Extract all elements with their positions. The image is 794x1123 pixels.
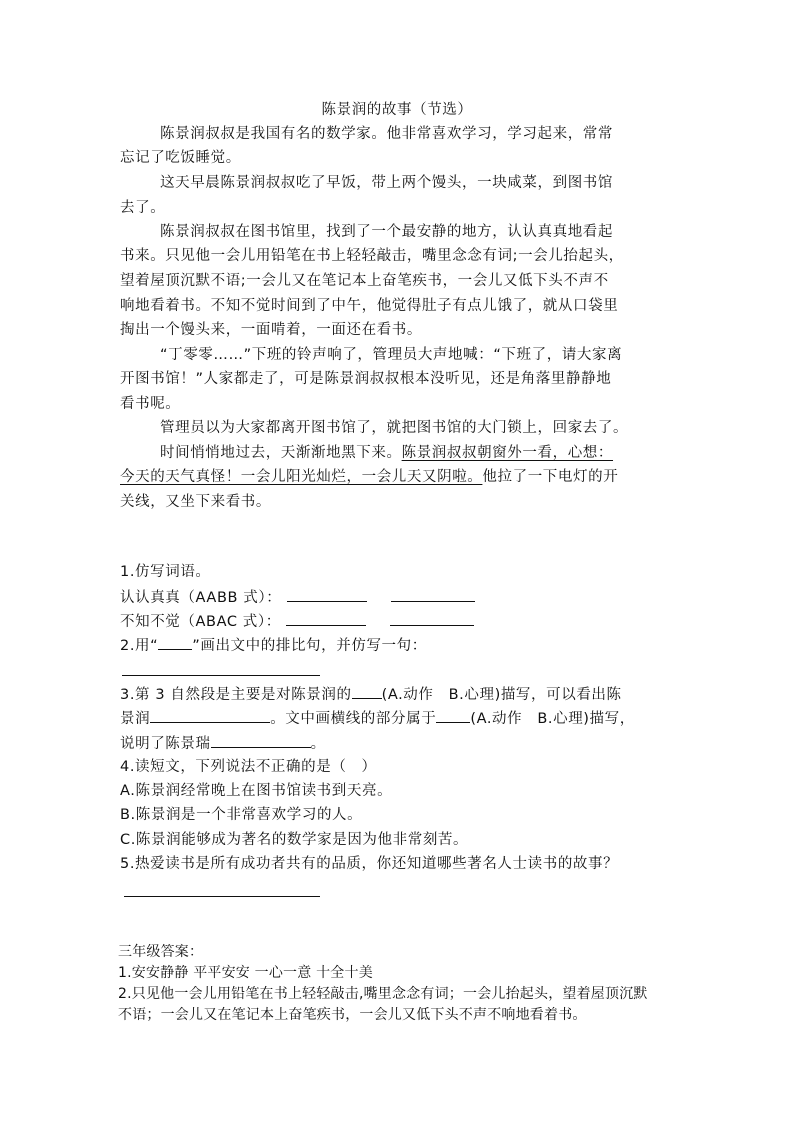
passage-p2-line2: 去了。 (120, 200, 166, 216)
page-title: 陈景润的故事（节选） (321, 102, 473, 118)
answer-2-line1: 2.只见他一会儿用铅笔在书上轻轻敲击,嘴里念念有词；一会儿抬起头，望着屋顶沉默 (118, 986, 648, 1002)
question-3-line1 (120, 684, 622, 705)
passage-p6-line1 (160, 443, 613, 463)
question-4-title: 4.读短文，下列说法不正确的是（ ） (120, 759, 377, 775)
answer-2-line2: 不语；一会儿又在笔记本上奋笔疾书，一会儿又低下头不声不响地看着书。 (118, 1007, 587, 1023)
passage-p6-line2 (120, 467, 618, 487)
answer-blank-1b-1[interactable] (286, 611, 366, 626)
answer-blank-3c[interactable] (436, 708, 470, 723)
answer-blank-1b-2[interactable] (390, 611, 474, 626)
question-2-pre: 2.用“ (120, 638, 159, 654)
passage-p3-line2: 书来。只见他一会儿用铅笔在书上轻轻敲击，嘴里念念有词;一会儿抬起头， (120, 248, 624, 264)
answer-line-q5[interactable] (124, 896, 320, 897)
passage-p6-line3: 关线，又坐下来看书。 (120, 494, 271, 510)
answer-line-q2[interactable] (122, 675, 320, 676)
underlined-sentence-part2: 今天的天气真怪！一会儿阳光灿烂，一会儿天又阴啦。 (120, 469, 483, 485)
question-1a (120, 587, 475, 608)
question-3-l1-pre: 3.第 3 自然段是主要是对陈景润的 (120, 687, 352, 703)
answer-blank-1a-1[interactable] (287, 587, 367, 602)
passage-p4-line2: 开图书馆！”人家都走了，可是陈景润叔叔根本没听见，还是角落里静静地 (120, 371, 612, 387)
passage-p1-line2: 忘记了吃饭睡觉。 (120, 150, 241, 166)
passage-p3-line5: 掏出一个馒头来，一面啃着，一面还在看书。 (120, 322, 422, 338)
passage-p6-line1-plain: 时间悄悄地过去，天渐渐地黑下来。 (160, 445, 402, 461)
question-5-title: 5.热爱读书是所有成功者共有的品质，你还知道哪些著名人士读书的故事？ (120, 856, 619, 872)
question-1b-label: 不知不觉（ABAC 式）： (120, 614, 281, 630)
question-1a-label: 认认真真（AABB 式）： (120, 590, 282, 606)
question-3-l3-pre: 说明了陈景瑞 (120, 736, 211, 752)
passage-p3-line1: 陈景润叔叔在图书馆里，找到了一个最安静的地方，认认真真地看起 (160, 224, 613, 240)
passage-p2-line1: 这天早晨陈景润叔叔吃了早饭，带上两个馒头，一块咸菜，到图书馆 (160, 175, 613, 191)
question-3-l2-pre: 景润 (120, 711, 151, 727)
answers-heading: 三年级答案： (118, 944, 204, 960)
question-2-post: ”画出文中的排比句，并仿写一句： (192, 638, 427, 654)
question-3-l2-post: (A.动作 B.心理)描写， (470, 711, 635, 727)
answer-blank-3d[interactable] (211, 733, 311, 748)
answer-1: 1.安安静静 平平安安 一心一意 十全十美 (118, 965, 373, 981)
question-4-option-c[interactable]: C.陈景润能够成为著名的数学家是因为他非常刻苦。 (120, 832, 469, 848)
passage-p3-line3: 望着屋顶沉默不语;一会儿又在笔记本上奋笔疾书，一会儿又低下头不声不 (120, 273, 609, 289)
passage-p4-line3: 看书呢。 (120, 396, 181, 412)
passage-p6-line2-plain: 他拉了一下电灯的开 (482, 469, 619, 485)
underlined-sentence-part1: 陈景润叔叔朝窗外一看，心想： (401, 445, 614, 461)
passage-p5-line1: 管理员以为大家都离开图书馆了，就把图书馆的大门锁上，回家去了。 (160, 420, 629, 436)
question-2 (120, 635, 427, 656)
answer-blank-3a[interactable] (352, 684, 382, 699)
underline-sample-blank (158, 635, 192, 650)
question-3-line3 (120, 733, 326, 754)
question-3-l2-mid: 。文中画横线的部分属于 (270, 711, 437, 727)
question-4-option-a[interactable]: A.陈景润经常晚上在图书馆读书到天亮。 (120, 783, 393, 799)
passage-p3-line4: 响地看着书。不知不觉时间到了中午，他觉得肚子有点儿饿了，就从口袋里 (120, 298, 619, 314)
question-4-option-b[interactable]: B.陈景润是一个非常喜欢学习的人。 (120, 807, 363, 823)
question-3-line2 (120, 708, 635, 729)
question-3-l3-post: 。 (310, 736, 326, 752)
passage-p4-line1: “丁零零……”下班的铃声响了，管理员大声地喊：“下班了，请大家离 (160, 347, 623, 363)
question-3-l1-post: (A.动作 B.心理)描写，可以看出陈 (381, 687, 622, 703)
answer-blank-3b[interactable] (150, 708, 270, 723)
question-1-title: 1.仿写词语。 (120, 564, 211, 580)
answer-blank-1a-2[interactable] (391, 587, 475, 602)
question-1b (120, 611, 474, 632)
passage-p1-line1: 陈景润叔叔是我国有名的数学家。他非常喜欢学习，学习起来，常常 (160, 126, 613, 142)
